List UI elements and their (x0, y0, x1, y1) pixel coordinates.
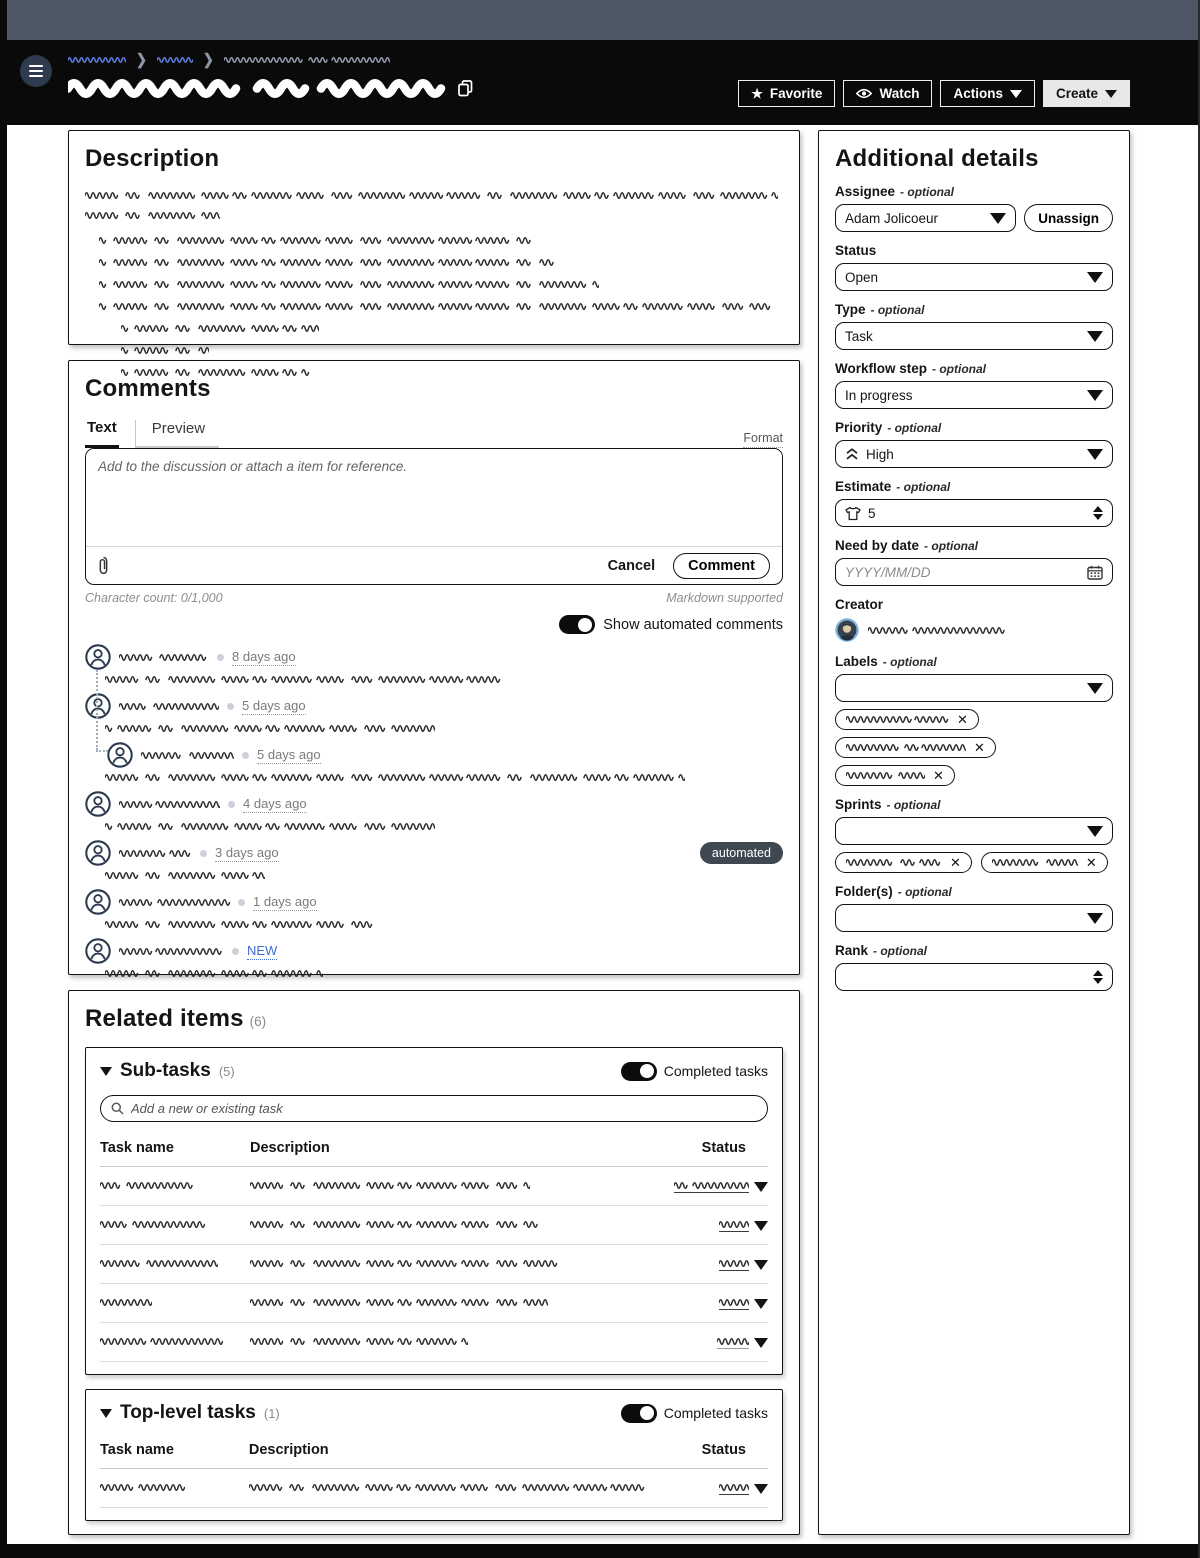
author-name (119, 702, 219, 711)
chevron-down-icon (1087, 913, 1103, 924)
author-name (119, 800, 220, 809)
type-select[interactable] (835, 322, 1113, 350)
comment-item (85, 840, 783, 880)
stepper-icon[interactable] (1093, 970, 1103, 985)
status-dropdown[interactable] (719, 1259, 768, 1271)
sprints-label: Sprints (835, 797, 882, 812)
table-row (100, 1469, 768, 1508)
tshirt-size-icon (845, 506, 861, 521)
comment-timestamp[interactable]: 8 days ago (232, 648, 296, 664)
chevron-down-icon (1010, 90, 1022, 98)
show-automated-label: Show automated comments (603, 616, 783, 633)
status-dropdown[interactable] (719, 1298, 768, 1310)
status-label: Status (835, 243, 877, 258)
watch-label: Watch (879, 86, 920, 101)
status-select[interactable] (835, 263, 1113, 291)
optional-tag: - optional (873, 944, 928, 958)
labels-select[interactable] (835, 674, 1113, 702)
optional-tag: - optional (886, 798, 941, 812)
unassign-button[interactable]: Unassign (1024, 204, 1113, 232)
related-items-title: Related items (85, 1005, 244, 1032)
calendar-icon[interactable] (1087, 565, 1103, 580)
optional-tag: - optional (896, 480, 951, 494)
chevron-down-icon (754, 1484, 768, 1494)
task-description (250, 1298, 548, 1307)
comments-list (85, 644, 783, 978)
task-description (249, 1483, 649, 1492)
author-name (119, 849, 192, 858)
assignee-value: Adam Jolicoeur (845, 210, 939, 226)
user-avatar-icon (85, 889, 111, 915)
chevron-down-icon (1105, 90, 1117, 98)
chevron-down-icon (754, 1299, 768, 1309)
remove-chip-icon[interactable]: ✕ (974, 740, 985, 755)
chevron-down-icon (1087, 449, 1103, 460)
label-chip (835, 765, 955, 786)
tab-text[interactable]: Text (85, 419, 119, 448)
col-task-name: Task name (100, 1132, 250, 1167)
task-name (100, 1483, 185, 1492)
actions-label: Actions (953, 86, 1003, 101)
composer-notes (85, 591, 783, 605)
user-avatar-icon (85, 693, 111, 719)
priority-label: Priority (835, 420, 883, 435)
rank-input[interactable] (835, 963, 1113, 991)
placeholder-text (85, 191, 783, 200)
comment-item (85, 693, 783, 733)
dot-separator (227, 703, 234, 710)
author-name (119, 653, 209, 662)
status-dropdown[interactable] (717, 1337, 768, 1349)
comment-text (105, 920, 783, 929)
optional-tag: - optional (932, 362, 987, 376)
comment-item (85, 791, 783, 831)
markdown-note: Markdown supported (666, 591, 783, 605)
remove-chip-icon[interactable]: ✕ (1085, 855, 1097, 870)
placeholder-list-item (99, 280, 783, 289)
browser-top-strip (7, 0, 1200, 40)
chevron-down-icon (754, 1221, 768, 1231)
type-label: Type (835, 302, 866, 317)
remove-chip-icon[interactable]: ✕ (950, 855, 961, 870)
additional-details-panel (818, 130, 1130, 1535)
search-icon (111, 1102, 124, 1115)
dot-separator (228, 801, 235, 808)
actions-button[interactable] (940, 80, 1035, 107)
watch-icon (856, 87, 872, 100)
comment-text (105, 675, 783, 684)
subtasks-count: (5) (218, 1063, 235, 1079)
completed-tasks-toggle[interactable] (621, 1404, 657, 1423)
watch-button[interactable] (843, 80, 932, 107)
char-count: Character count: 0/1,000 (85, 591, 223, 605)
chevron-down-icon (990, 213, 1006, 224)
thread-connector (96, 750, 108, 752)
author-name (141, 751, 234, 760)
user-avatar-icon (85, 840, 111, 866)
table-row (100, 1245, 768, 1284)
optional-tag: - optional (887, 421, 942, 435)
author-name (119, 947, 224, 956)
workflow-step-select[interactable] (835, 381, 1113, 409)
status-dropdown[interactable] (719, 1483, 768, 1495)
comment-timestamp-new[interactable]: NEW (247, 942, 278, 958)
star-icon: ★ (751, 86, 763, 101)
comment-composer (85, 448, 783, 585)
priority-value: High (866, 446, 894, 462)
favorite-label: Favorite (769, 86, 823, 101)
format-link[interactable]: Format (743, 431, 783, 448)
comment-input[interactable] (86, 449, 782, 546)
user-avatar-icon (85, 644, 111, 670)
optional-tag: - optional (924, 539, 979, 553)
comments-title: Comments (85, 375, 211, 402)
col-description: Description (250, 1132, 648, 1167)
tab-preview[interactable]: Preview (135, 420, 219, 448)
comment-item (85, 889, 783, 929)
priority-high-icon (845, 447, 859, 461)
create-label: Create (1055, 86, 1098, 101)
status-dropdown[interactable] (674, 1181, 768, 1193)
subtasks-table (100, 1132, 768, 1362)
estimate-input[interactable] (835, 499, 1113, 527)
creator-name (868, 626, 1008, 635)
toplevel-count: (1) (263, 1405, 280, 1421)
task-name (100, 1181, 195, 1190)
show-automated-toggle[interactable] (559, 615, 595, 634)
type-value: Task (845, 328, 873, 344)
content (0, 125, 1200, 1535)
create-button[interactable] (1043, 80, 1130, 107)
breadcrumb-link[interactable] (68, 51, 126, 69)
user-avatar-icon (85, 791, 111, 817)
subtasks-box (85, 1047, 783, 1375)
page-title (68, 78, 446, 99)
related-items-panel (68, 990, 800, 1535)
completed-tasks-label: Completed tasks (663, 1063, 768, 1079)
task-description (250, 1259, 558, 1268)
label-chip (835, 709, 979, 730)
chevron-down-icon (1087, 272, 1103, 283)
comment-timestamp[interactable]: 3 days ago (215, 844, 279, 860)
task-name (100, 1337, 223, 1346)
comments-panel (68, 360, 800, 975)
dot-separator (238, 899, 245, 906)
remove-chip-icon[interactable]: ✕ (957, 712, 968, 727)
placeholder-list-item (99, 236, 783, 245)
folders-label: Folder(s) (835, 884, 893, 899)
assignee-label: Assignee (835, 184, 896, 199)
chevron-down-icon (754, 1182, 768, 1192)
toplevel-title: Top-level tasks (120, 1402, 256, 1423)
chevron-down-icon (754, 1338, 768, 1348)
additional-details-title: Additional details (835, 145, 1039, 172)
optional-tag: - optional (882, 655, 937, 669)
comment-item (85, 644, 783, 684)
assignee-select[interactable] (835, 204, 1016, 232)
task-description (250, 1181, 530, 1190)
estimate-value: 5 (868, 505, 876, 521)
folders-select[interactable] (835, 904, 1113, 932)
creator-row (835, 617, 1113, 643)
comment-text (105, 724, 783, 733)
completed-tasks-label: Completed tasks (663, 1405, 768, 1421)
breadcrumb-link[interactable] (157, 51, 193, 69)
window-bottom-bar (0, 1544, 1200, 1558)
comment-text (105, 969, 783, 978)
thread-connector (96, 670, 98, 750)
breadcrumb-current (224, 51, 390, 69)
sprints-select[interactable] (835, 817, 1113, 845)
add-task-search (100, 1095, 768, 1122)
author-name (119, 898, 230, 907)
placeholder-list-item (99, 258, 783, 267)
task-description (250, 1337, 468, 1346)
add-task-input[interactable] (131, 1101, 757, 1116)
creator-label: Creator (835, 597, 884, 612)
col-task-name: Task name (100, 1434, 249, 1469)
placeholder-text (85, 211, 783, 220)
attachment-icon[interactable] (98, 556, 109, 575)
stepper-icon[interactable] (1093, 506, 1103, 521)
collapse-icon[interactable] (100, 1409, 112, 1418)
need-by-date-label: Need by date (835, 538, 920, 553)
optional-tag: - optional (870, 303, 925, 317)
dot-separator (200, 850, 207, 857)
chevron-down-icon (1087, 390, 1103, 401)
comment-text (105, 773, 783, 782)
comment-submit-button[interactable]: Comment (673, 553, 770, 579)
optional-tag: - optional (897, 885, 952, 899)
col-status: Status (649, 1434, 768, 1469)
label-chip (835, 737, 996, 758)
toplevel-table (100, 1434, 768, 1508)
breadcrumb (68, 52, 1200, 68)
placeholder-list-item (99, 302, 783, 311)
dot-separator (232, 948, 239, 955)
task-name (100, 1298, 152, 1307)
workflow-step-value: In progress (845, 387, 913, 403)
chevron-right-icon: ❯ (136, 50, 147, 69)
optional-tag: - optional (900, 185, 955, 199)
menu-button[interactable] (20, 55, 52, 87)
copy-icon[interactable] (458, 80, 473, 97)
chevron-right-icon: ❯ (202, 50, 214, 69)
comment-timestamp[interactable]: 4 days ago (243, 795, 307, 811)
composer-toolbar (86, 546, 782, 584)
comment-text (105, 871, 783, 880)
chevron-down-icon (1087, 826, 1103, 837)
cancel-button[interactable]: Cancel (607, 557, 656, 574)
comment-timestamp[interactable]: 1 days ago (253, 893, 317, 909)
automated-badge: automated (700, 842, 783, 864)
comments-tabs (85, 419, 783, 448)
comment-timestamp[interactable]: 5 days ago (242, 697, 306, 713)
chevron-down-icon (1087, 683, 1103, 694)
related-items-count: (6) (249, 1014, 267, 1029)
placeholder-list-item (121, 346, 783, 355)
priority-select[interactable] (835, 440, 1113, 468)
dot-separator (242, 752, 249, 759)
task-name (100, 1220, 205, 1229)
workflow-step-label: Workflow step (835, 361, 928, 376)
status-value: Open (845, 269, 879, 285)
subtasks-title: Sub-tasks (120, 1060, 211, 1081)
placeholder-list-item (121, 324, 783, 333)
user-avatar-icon (107, 742, 133, 768)
task-name (100, 1259, 218, 1268)
completed-tasks-toggle[interactable] (621, 1062, 657, 1081)
comment-item (85, 938, 783, 978)
rank-label: Rank (835, 943, 869, 958)
table-row (100, 1323, 768, 1362)
dot-separator (217, 654, 224, 661)
col-description: Description (249, 1434, 649, 1469)
comment-reply-item (107, 742, 783, 782)
task-description (250, 1220, 540, 1229)
collapse-icon[interactable] (100, 1067, 112, 1076)
remove-chip-icon[interactable]: ✕ (933, 768, 944, 783)
labels-label: Labels (835, 654, 878, 669)
estimate-label: Estimate (835, 479, 892, 494)
table-row (100, 1167, 768, 1206)
date-placeholder: YYYY/MM/DD (845, 564, 931, 580)
chevron-down-icon (754, 1260, 768, 1270)
status-dropdown[interactable] (719, 1220, 768, 1232)
table-row (100, 1284, 768, 1323)
window-left-edge (0, 0, 7, 1558)
table-row (100, 1206, 768, 1245)
col-status: Status (648, 1132, 768, 1167)
comment-text (105, 822, 783, 831)
need-by-date-input[interactable] (835, 558, 1113, 586)
comment-timestamp[interactable]: 5 days ago (257, 746, 321, 762)
sprint-chip (835, 852, 972, 873)
user-avatar-icon (85, 938, 111, 964)
sprint-chip (981, 852, 1108, 873)
toplevel-tasks-box (85, 1389, 783, 1521)
favorite-button[interactable] (738, 80, 835, 107)
creator-avatar (835, 618, 859, 642)
description-title: Description (85, 145, 220, 172)
description-body (85, 191, 783, 377)
chevron-down-icon (1087, 331, 1103, 342)
task-header (0, 40, 1200, 125)
description-panel (68, 130, 800, 345)
